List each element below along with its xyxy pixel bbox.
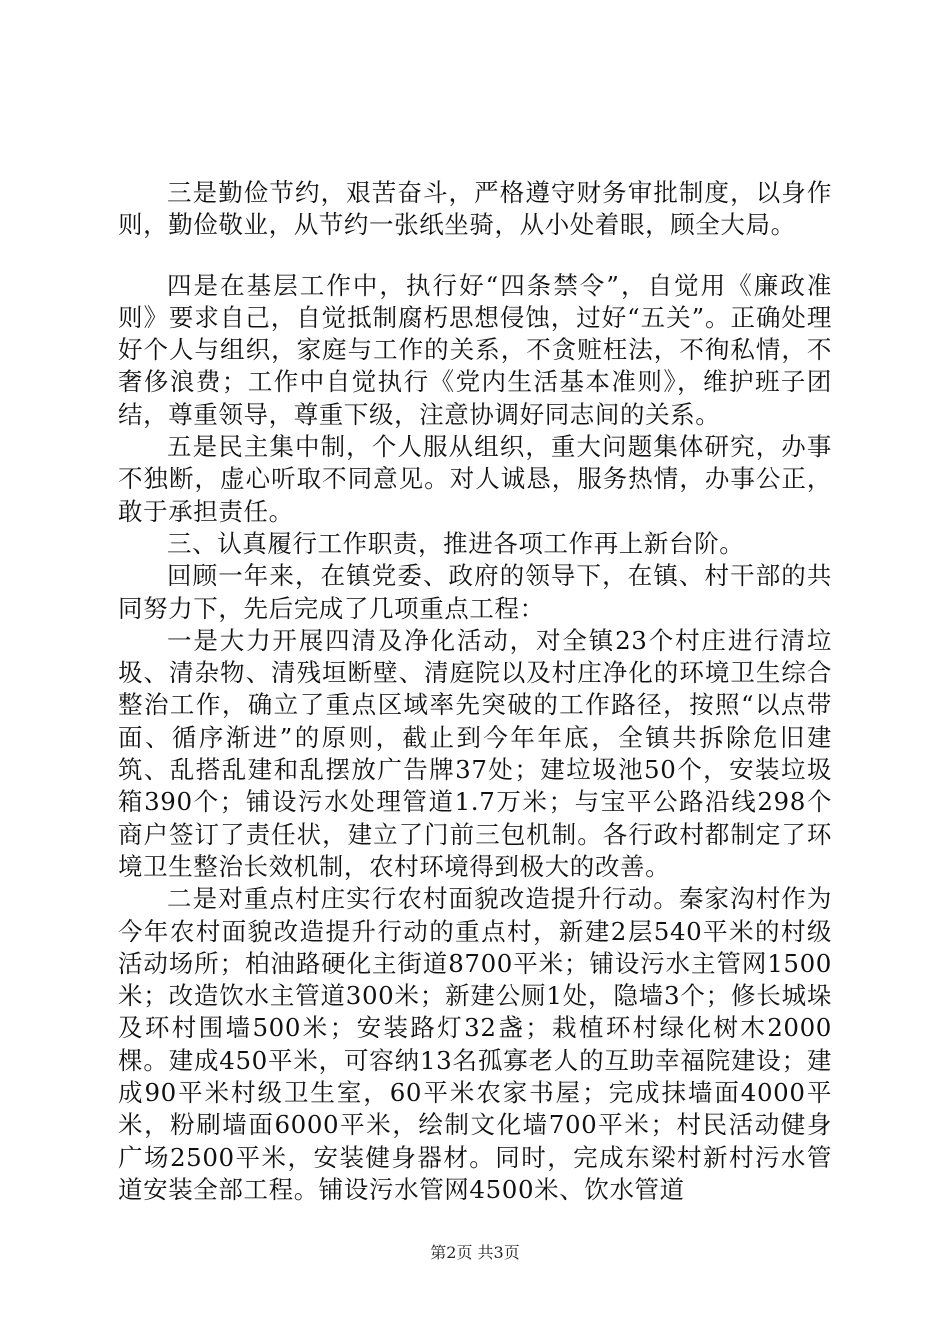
paragraph-four-prohibitions: 四是在基层工作中，执行好“四条禁令”，自觉用《廉政准则》要求自己，自觉抵制腐朽思想侵蚀，过好“五关”。正确处理好个人与组织，家庭与工作的关系，不贪赃枉法，不徇私情，不奢侈浪费；工作中自觉执行《党内生活基本准则》，维护班子团结，尊重领导，尊重下级，注意协调好同志间的关系。 [118,270,832,429]
paragraph-democratic-centralism: 五是民主集中制，个人服从组织，重大问题集体研究，办事不独断，虚心听取不同意见。对人诚恳，服务热情，办事公正，敢于承担责任。 [118,432,832,526]
document-body [118,177,832,1206]
paragraph-village-upgrade: 二是对重点村庄实行农村面貌改造提升行动。秦家沟村作为今年农村面貌改造提升行动的重点村，新建2层540平米的村级活动场所；柏油路硬化主街道8700平米；铺设污水主管网1500米；改造饮水主管道300米；新建公厕1处，隐墙3个；修长城垛及环村围墙500米；安装路灯32盏；栽植环村绿化树木2000棵。建成450平米，可容纳13名孤寡老人的互助幸福院建设；建成90平米村级卫生室，60平米农家书屋；完成抹墙面4000平米，粉刷墙面6000平米，绘制文化墙700平米；村民活动健身广场2500平米，安装健身器材。同时，完成东梁村新村污水管道安装全部工程。铺设污水管网4500米、饮水管道 [118,884,832,1204]
paragraph-frugality: 三是勤俭节约，艰苦奋斗，严格遵守财务审批制度，以身作则，勤俭敬业，从节约一张纸坐骑，从小处着眼，顾全大局。 [118,178,832,240]
paragraph-cleanup-campaign: 一是大力开展四清及净化活动，对全镇23个村庄进行清垃圾、清杂物、清残垣断壁、清庭院以及村庄净化的环境卫生综合整治工作，确立了重点区域率先突破的工作路径，按照“以点带面、循序渐进”的原则，截止到今年年底，全镇共拆除危旧建筑、乱搭乱建和乱摆放广告牌37处；建垃圾池50个，安装垃圾箱390个；铺设污水处理管道1.7万米；与宝平公路沿线298个商户签订了责任状，建立了门前三包机制。各行政村都制定了环境卫生整治长效机制，农村环境得到极大的改善。 [118,625,832,881]
page-number-footer: 第2页 共3页 [430,1243,520,1262]
paragraph-review: 回顾一年来，在镇党委、政府的领导下，在镇、村干部的共同努力下，先后完成了几项重点工程： [118,561,832,623]
section-heading-duties: 三、认真履行工作职责，推进各项工作再上新台阶。 [167,528,745,558]
